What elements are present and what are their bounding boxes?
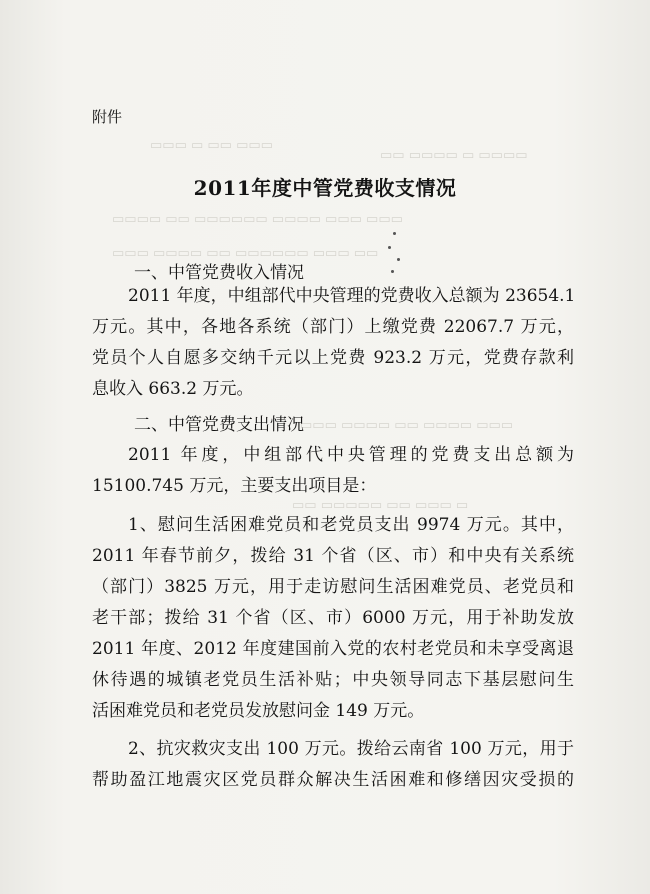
paragraph-line: （部门）3825 万元，用于走访慰问生活困难党员、老党员和 [92,577,574,597]
paragraph-line: 2011 年度、2012 年度建国前入党的农村老党员和未享受离退 [92,639,574,659]
paragraph-line: 老干部；拨给 31 个省（区、市）6000 万元，用于补助发放 [92,608,574,628]
bleed-through-text: ▭▭▭ ▭▭▭▭ ▭▭ ▭▭▭▭ ▭▭▭ [300,418,514,433]
paragraph-line: 2011 年春节前夕，拨给 31 个省（区、市）和中央有关系统 [92,546,574,566]
paragraph-line: 15100.745 万元，主要支出项目是： [92,476,377,496]
paragraph-line: 2011 年度，中组部代中央管理的党费支出总额为 [128,445,574,465]
scan-speck [397,258,400,261]
income-paragraph [92,281,574,405]
paragraph-line: 活困难党员和老党员发放慰问金 149 万元。 [92,701,425,721]
paragraph-line: 1、慰问生活困难党员和老党员支出 9974 万元。其中， [128,515,574,535]
paragraph-line: 2、抗灾救灾支出 100 万元。拨给云南省 100 万元，用于 [128,739,574,759]
paragraph-line: 息收入 663.2 万元。 [92,379,254,399]
expenditure-intro-paragraph [92,440,574,502]
bleed-through-text: ▭▭▭▭ ▭▭ ▭▭▭▭▭▭ ▭▭▭▭ ▭▭▭ ▭▭▭ [112,212,403,227]
bleed-through-text: ▭▭▭ ▭▭▭▭ ▭▭ ▭▭▭▭▭▭ ▭▭▭ ▭▭ [112,246,379,261]
paragraph-line: 党员个人自愿多交纳千元以上党费 923.2 万元，党费存款利 [92,348,574,368]
bleed-through-text: ▭▭ ▭▭▭▭ ▭ ▭▭▭▭ [380,148,528,163]
item2-paragraph [92,734,574,796]
item1-paragraph [92,510,574,727]
paragraph-line: 帮助盈江地震灾区党员群众解决生活困难和修缮因灾受损的 [92,770,574,790]
scan-speck [388,246,391,249]
paragraph-line: 万元。其中，各地各系统（部门）上缴党费 22067.7 万元， [92,317,574,337]
section-heading-income: 一、中管党费收入情况 [134,263,304,283]
attachment-label: 附件 [92,108,123,126]
paragraph-line: 休待遇的城镇老党员生活补贴；中央领导同志下基层慰问生 [92,670,574,690]
bleed-through-text: ▭▭ ▭▭▭▭▭ ▭▭ ▭▭▭ ▭ [292,498,469,513]
scan-speck [391,270,394,273]
section-heading-expenditure: 二、中管党费支出情况 [134,415,304,435]
bleed-through-text: ▭▭▭ ▭ ▭▭ ▭▭▭ [150,138,273,153]
paragraph-line: 2011 年度，中组部代中央管理的党费收入总额为 23654.1 [128,286,576,306]
scan-speck [393,232,396,235]
document-title: 2011年度中管党费收支情况 [193,176,457,200]
